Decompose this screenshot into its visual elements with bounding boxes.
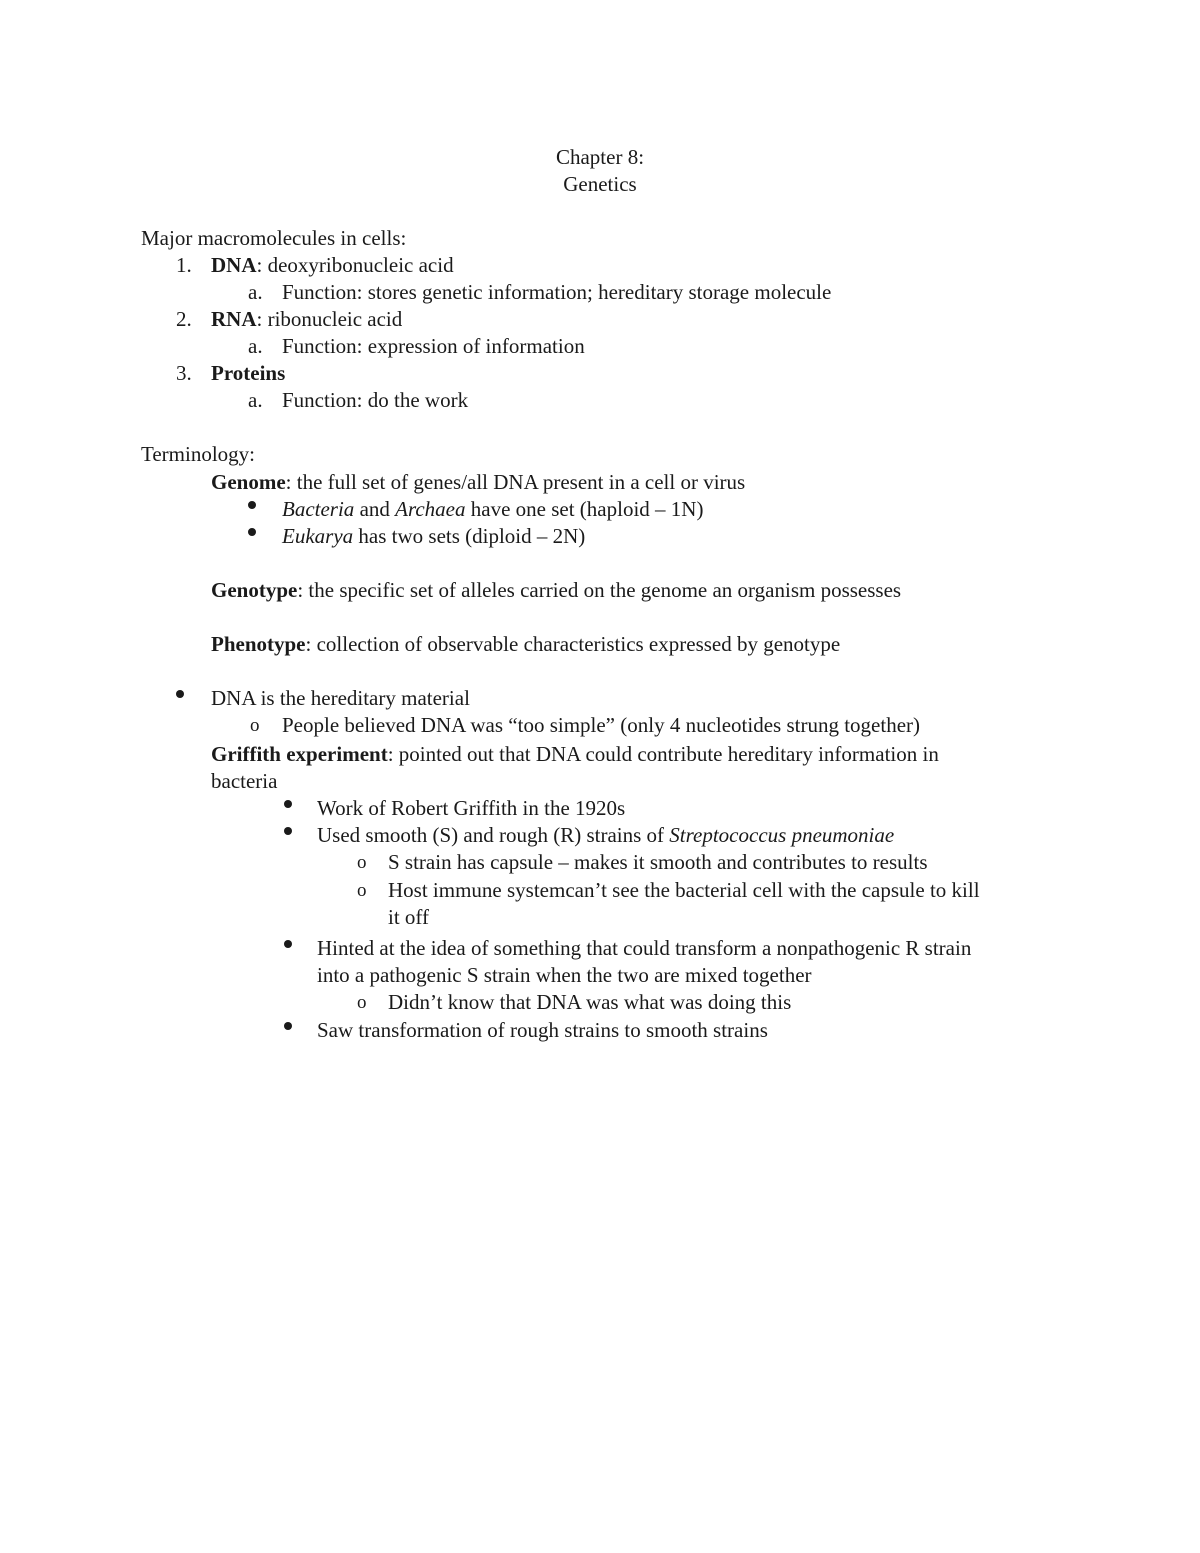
term-phenotype: Phenotype <box>211 632 306 656</box>
circle-bullet-icon: o <box>357 880 367 901</box>
chapter-subtitle: Genetics <box>563 172 637 196</box>
genotype-definition: Genotype: the specific set of alleles carried on the genome an organism possesses <box>211 578 902 602</box>
list-item <box>211 252 454 279</box>
dna-hereditary-bullet: DNA is the hereditary material <box>211 686 470 710</box>
griffith-definition-cont: bacteria <box>211 769 278 793</box>
bullet-icon <box>284 800 292 808</box>
term-genotype: Genotype <box>211 578 298 602</box>
term-rna: RNA <box>211 307 257 331</box>
circle-bullet-icon: o <box>250 715 260 736</box>
sub-item: Function: expression of information <box>282 334 585 358</box>
term-dna: DNA <box>211 253 257 277</box>
list-number: 2. <box>176 307 192 331</box>
list-item <box>211 306 402 333</box>
list-item <box>211 360 285 387</box>
sub-marker: a. <box>248 388 263 412</box>
definition: : ribonucleic acid <box>256 307 403 331</box>
chapter-title: Chapter 8: <box>555 145 645 169</box>
circle-bullet-icon: o <box>357 852 367 873</box>
definition: : deoxyribonucleic acid <box>256 253 454 277</box>
genome-bullet-1: Bacteria and Archaea have one set (haploid – 1N) <box>282 497 704 521</box>
term-proteins: Proteins <box>211 361 286 385</box>
bullet-icon <box>248 528 256 536</box>
griffith-sub-2-cont: it off <box>388 905 430 929</box>
griffith-sub-3: Didn’t know that DNA was what was doing this <box>388 990 792 1014</box>
griffith-sub-1: S strain has capsule – makes it smooth and contributes to results <box>388 850 928 874</box>
griffith-bullet-3: Hinted at the idea of something that could transform a nonpathogenic R strain <box>317 936 972 960</box>
sub-marker: a. <box>248 334 263 358</box>
griffith-bullet-3-cont: into a pathogenic S strain when the two are mixed together <box>317 963 812 987</box>
griffith-definition: Griffith experiment: pointed out that DNA could contribute hereditary information in <box>211 742 939 766</box>
term-genome: Genome <box>211 470 286 494</box>
list-number: 3. <box>176 361 192 385</box>
griffith-bullet-2: Used smooth (S) and rough (R) strains of Streptococcus pneumoniae <box>317 823 895 847</box>
sub-marker: a. <box>248 280 263 304</box>
griffith-bullet-1: Work of Robert Griffith in the 1920s <box>317 796 626 820</box>
genome-bullet-2: Eukarya has two sets (diploid – 2N) <box>282 524 586 548</box>
griffith-bullet-4: Saw transformation of rough strains to smooth strains <box>317 1018 768 1042</box>
bullet-icon <box>284 940 292 948</box>
sub-item: Function: do the work <box>282 388 469 412</box>
genome-definition: Genome: the full set of genes/all DNA present in a cell or virus <box>211 470 746 494</box>
term-griffith: Griffith experiment <box>211 742 388 766</box>
list-number: 1. <box>176 253 192 277</box>
bullet-icon <box>284 1022 292 1030</box>
terminology-heading: Terminology: <box>141 442 256 466</box>
griffith-sub-2: Host immune systemcan’t see the bacterial cell with the capsule to kill <box>388 878 980 902</box>
dna-sub-item: People believed DNA was “too simple” (only 4 nucleotides strung together) <box>282 713 921 737</box>
sub-item: Function: stores genetic information; hereditary storage molecule <box>282 280 832 304</box>
circle-bullet-icon: o <box>357 992 367 1013</box>
bullet-icon <box>176 690 184 698</box>
macromolecules-heading: Major macromolecules in cells: <box>141 226 407 250</box>
phenotype-definition: Phenotype: collection of observable characteristics expressed by genotype <box>211 632 841 656</box>
bullet-icon <box>284 827 292 835</box>
bullet-icon <box>248 501 256 509</box>
